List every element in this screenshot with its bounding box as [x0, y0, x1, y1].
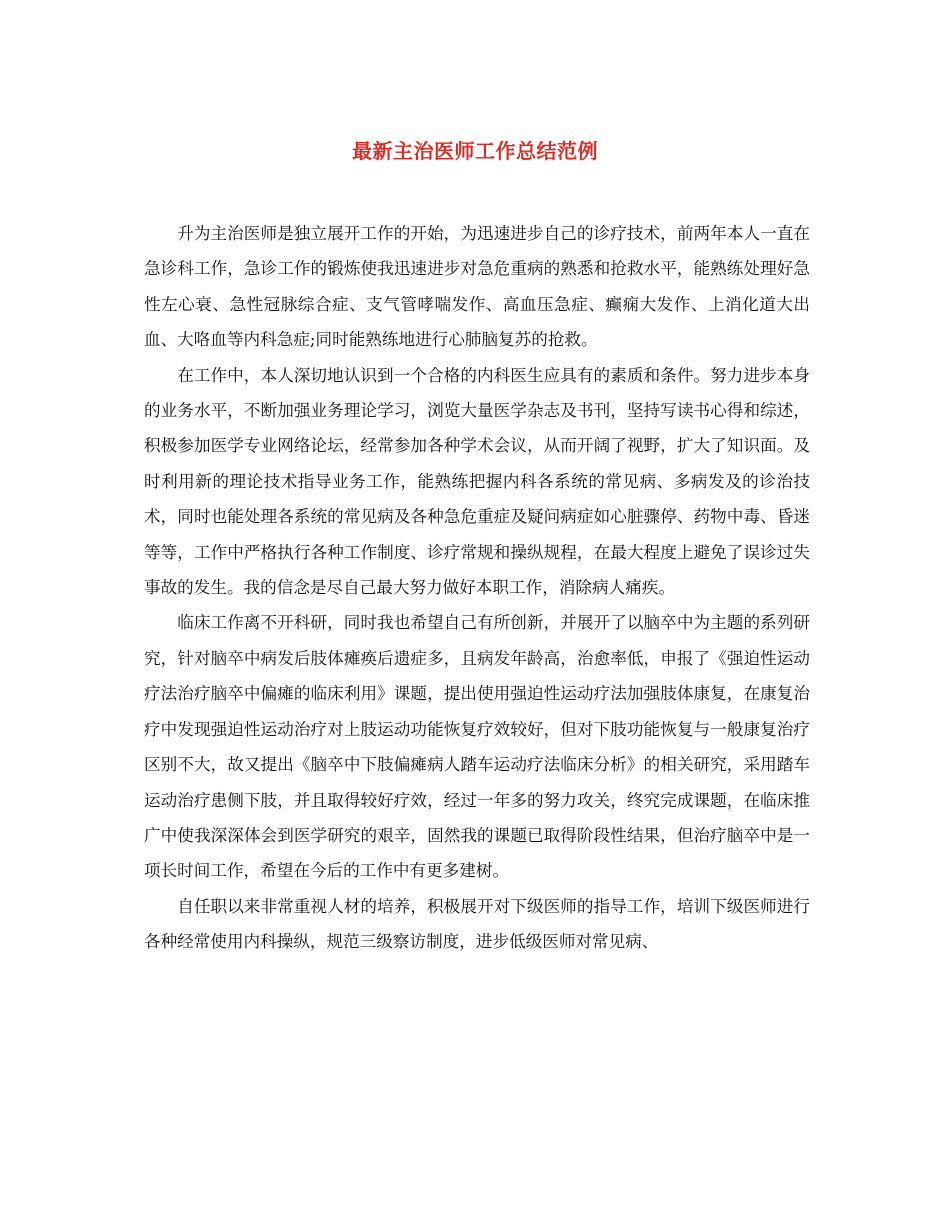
paragraph-1: 升为主治医师是独立展开工作的开始，为迅速进步自己的诊疗技术，前两年本人一直在急诊科工作，急诊工作的锻炼使我迅速进步对急危重病的熟悉和抢救水平，能熟练处理好急性左心衰、急性冠脉综合症、支气管哮喘发作、高血压急症、癫痫大发作、上消化道大出血、大咯血等内科急症;同时能熟练地进行心肺脑复苏的抢救。: [144, 224, 810, 350]
paragraph-3: 临床工作离不开科研，同时我也希望自己有所创新，并展开了以脑卒中为主题的系列研究，针对脑卒中病发后肢体瘫痪后遗症多，且病发年龄高，治愈率低，申报了《强迫性运动疗法治疗脑卒中偏瘫的临床利用》课题，提出使用强迫性运动疗法加强肢体康复，在康复治疗中发现强迫性运动治疗对上肢运动功能恢复疗效较好，但对下肢功能恢复与一般康复治疗区别不大，故又提出《脑卒中下肢偏瘫病人踏车运动疗法临床分析》的相关研究，采用踏车运动治疗患侧下肢，并且取得较好疗效，经过一年多的努力攻关，终究完成课题，在临床推广中使我深深体会到医学研究的艰辛，固然我的课题已取得阶段性结果，但治疗脑卒中是一项长时间工作，希望在今后的工作中有更多建树。: [144, 613, 810, 881]
document-body: [144, 216, 810, 960]
paragraph-4: 自任职以来非常重视人材的培养，积极展开对下级医师的指导工作，培训下级医师进行各种经常使用内科操纵，规范三级察访制度，进步低级医师对常见病、: [144, 896, 810, 952]
document-title: 最新主治医师工作总结范例: [352, 139, 598, 163]
paragraph-2: 在工作中，本人深切地认识到一个合格的内科医生应具有的素质和条件。努力进步本身的业务水平，不断加强业务理论学习，浏览大量医学杂志及书刊，坚持写读书心得和综述，积极参加医学专业网络论坛，经常参加各种学术会议，从而开阔了视野，扩大了知识面。及时利用新的理论技术指导业务工作，能熟练把握内科各系统的常见病、多病发及的诊治技术，同时也能处理各系统的常见病及各种急危重症及疑问病症如心脏骤停、药物中毒、昏迷等等，工作中严格执行各种工作制度、诊疗常规和操纵规程，在最大程度上避免了误诊过失事故的发生。我的信念是尽自己最大努力做好本职工作，消除病人痛疾。: [144, 365, 810, 598]
